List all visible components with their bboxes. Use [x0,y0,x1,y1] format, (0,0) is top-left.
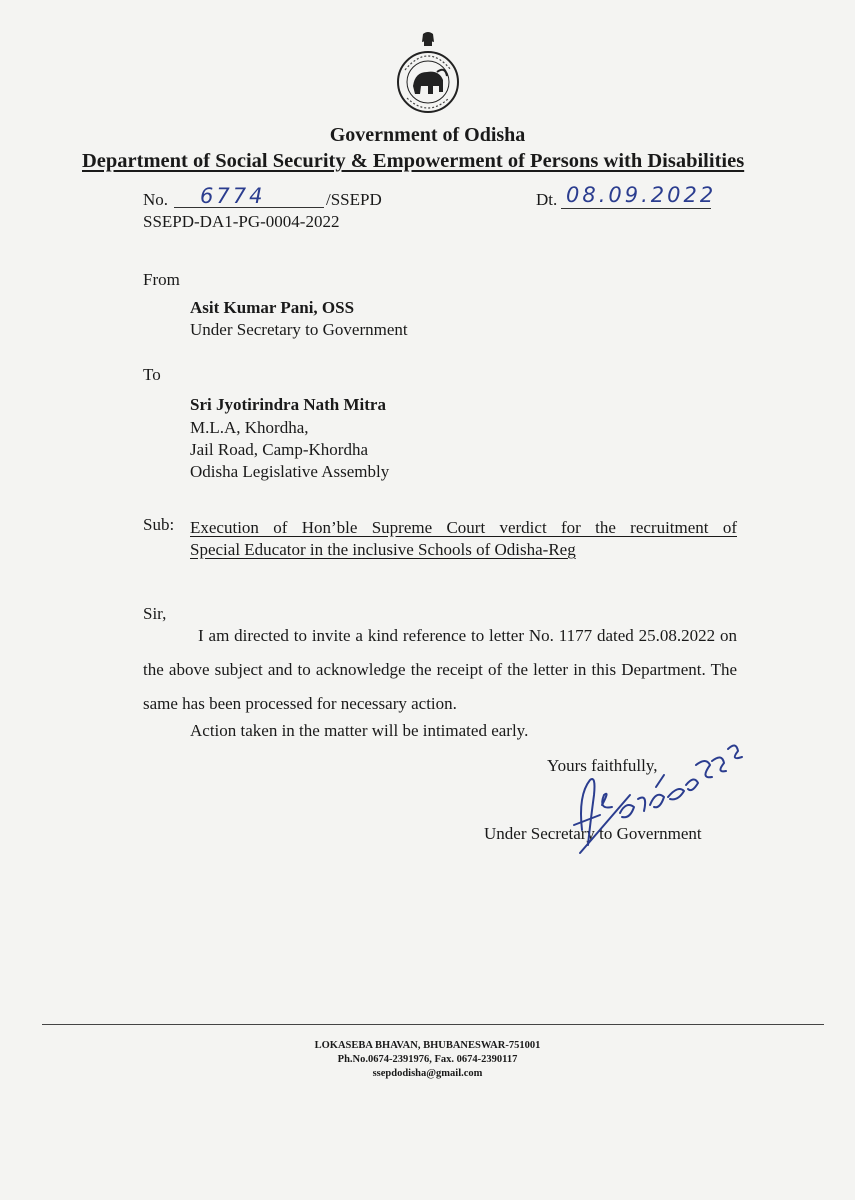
ref-no-label: No. [143,190,169,209]
body-paragraph-1: I am directed to invite a kind reference to letter No. 1177 dated 25.08.2022 on the above subject and to acknowledge the receipt of the letter in this Department. The same has been processed for necessary action. [143,626,737,713]
from-label: From [143,270,180,289]
footer-divider [42,1024,824,1025]
to-label: To [143,365,161,384]
ref-no-suffix: /SSEPD [326,190,382,209]
department-heading: Department of Social Security & Empowerment of Persons with Disabilities [82,150,745,172]
date-label: Dt. [536,190,558,209]
closing-yours: Yours faithfully, [547,756,658,775]
date-handwritten: 08.09.2022 [566,183,717,207]
footer-address: LOKASEBA BHAVAN, BHUBANESWAR-751001 [314,1040,541,1051]
footer-phone: Ph.No.0674-2391976, Fax. 0674-2390117 [337,1054,518,1065]
ref-no-handwritten: 6774 [200,184,266,208]
subject-label: Sub: [143,515,175,534]
government-heading: Government of Odisha [329,124,526,146]
salutation: Sir, [143,604,167,623]
file-number: SSEPD-DA1-PG-0004-2022 [143,212,340,231]
to-address-line3: Odisha Legislative Assembly [190,462,390,481]
from-designation: Under Secretary to Government [190,320,408,339]
subject-line2: Special Educator in the inclusive Schools of Odisha-Reg [190,540,576,559]
to-address-line2: Jail Road, Camp-Khordha [190,440,368,459]
to-address-line1: M.L.A, Khordha, [190,418,309,437]
closing-designation: Under Secretary to Government [484,824,702,843]
to-name: Sri Jyotirindra Nath Mitra [190,395,386,414]
odisha-emblem-icon [393,30,463,116]
body-paragraph-2: Action taken in the matter will be intimated early. [190,721,529,740]
handwritten-signature [560,735,760,865]
from-name: Asit Kumar Pani, OSS [190,298,355,317]
date-rule [561,208,711,209]
footer-email: ssepdodisha@gmail.com [372,1068,483,1079]
subject-line1: Execution of Hon’ble Supreme Court verdict for the recruitment of [190,518,737,537]
